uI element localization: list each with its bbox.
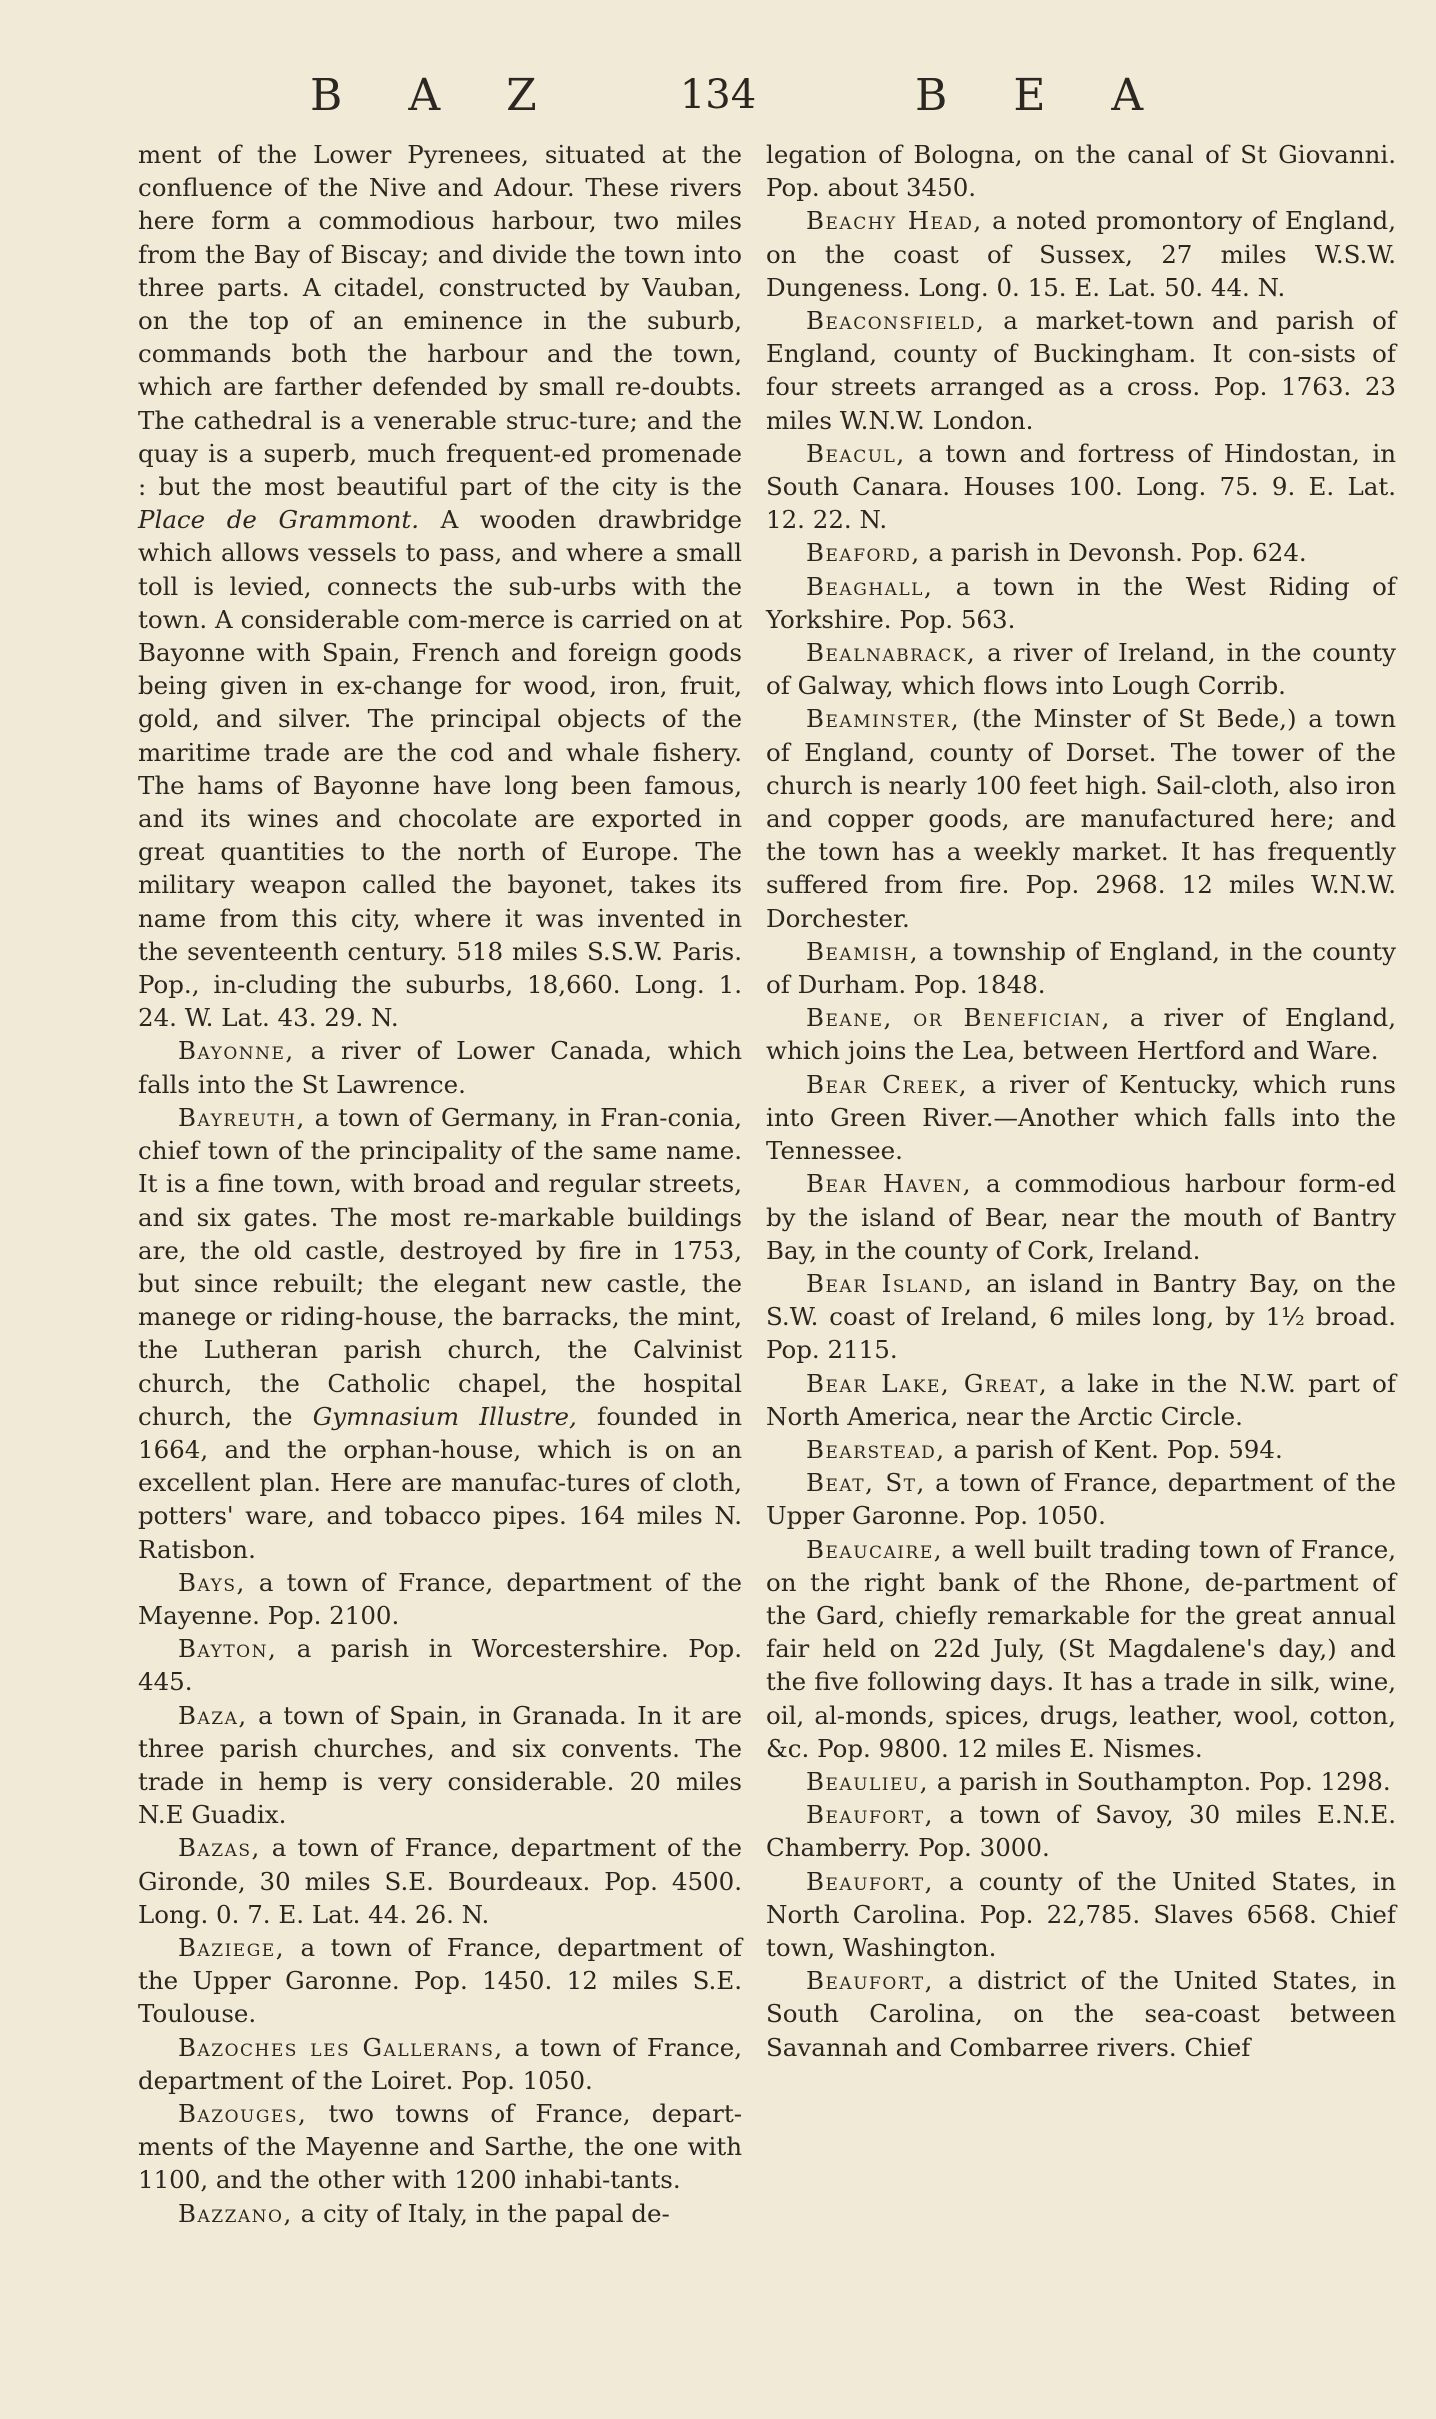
entry-text: a parish in Worcestershire. Pop. 445. <box>138 1634 742 1697</box>
entry <box>138 1632 742 1698</box>
entry-text: a market-town and parish of England, county of Buckingham. It con-sists of four streets arranged as a cross. Pop. 1763. 23 miles W.N.W. London. <box>766 306 1396 435</box>
entry-text: a town in the West Riding of Yorkshire. Pop. 563. <box>766 571 1396 634</box>
entry-headword: Beaufort, <box>806 1866 934 1896</box>
entry-headword: Beachy Head, <box>806 206 983 236</box>
entry-headword: Beaulieu, <box>806 1766 930 1796</box>
entry <box>766 1964 1396 2064</box>
entry-headword: Beaufort, <box>806 1966 934 1996</box>
entry-headword: Beaford, <box>806 538 921 568</box>
entry <box>138 1699 742 1832</box>
entry-text-continued: founded in 1664, and the orphan-house, which is on an excellent plan. Here are manufac-tures of cloth, potters' ware, and tobacco pipes. 164 miles N. Ratisbon. <box>138 1401 742 1564</box>
entry-headword: Bear Haven, <box>806 1169 973 1199</box>
entry <box>138 1931 742 2031</box>
entry-text: an island in Bantry Bay, on the S.W. coast of Ireland, 6 miles long, by 1½ broad. Pop. 2115. <box>766 1268 1396 1365</box>
entry-text: two towns of France, depart-ments of the Mayenne and Sarthe, the one with 1100, and the other with 1200 inhabi-tants. <box>138 2098 742 2195</box>
entry <box>766 1367 1396 1433</box>
entry-headword: Beaminster, <box>806 704 961 734</box>
entry <box>766 935 1396 1001</box>
entry-headword: Bazouges, <box>178 2098 308 2128</box>
entry-headword: Bearstead, <box>806 1434 946 1464</box>
entry-text: a town of France, department of the Mayenne. Pop. 2100. <box>138 1567 742 1630</box>
left-column <box>138 138 742 2230</box>
entry <box>766 1765 1396 1798</box>
entry <box>138 2031 742 2097</box>
running-head-left: B A Z <box>310 70 563 121</box>
entry-headword: Beamish, <box>806 936 920 966</box>
entry-text: a town of France, department of the Gironde, 30 miles S.E. Bourdeaux. Pop. 4500. Long. 0. 7. E. Lat. 44. 26. N. <box>138 1833 742 1929</box>
entry-text: a parish in Devonsh. Pop. 624. <box>920 538 1307 568</box>
entry <box>766 1433 1396 1466</box>
right-column <box>766 138 1396 2064</box>
entry <box>138 1831 742 1931</box>
entry-headword: Bear Creek, <box>806 1069 969 1099</box>
entry <box>766 636 1396 702</box>
entry <box>766 1466 1396 1532</box>
entry-headword: Bayton, <box>178 1634 278 1664</box>
entry-text: a town of Spain, in Granada. In it are three parish churches, and six convents. The trade in hemp is very considerable. 20 miles N.E Guadix. <box>138 1700 742 1830</box>
entry-headword: Beaconsfield, <box>806 306 986 336</box>
entry-headword: Beaucaire, <box>806 1534 944 1564</box>
entry-headword: Beaufort, <box>806 1800 934 1830</box>
entry <box>766 1865 1396 1965</box>
entry-headword: Baza, <box>178 1700 248 1730</box>
entry <box>766 702 1396 934</box>
entry-text: a commodious harbour form-ed by the island of Bear, near the mouth of Bantry Bay, in the county of Cork, Ireland. <box>766 1169 1396 1265</box>
entry-headword: Bazoches les Gallerans, <box>178 2032 504 2062</box>
entry-text: (the Minster of St Bede,) a town of England, county of Dorset. The tower of the church is nearly 100 feet high. Sail-cloth, also iron and copper goods, are manufactured here; and the town has a weekly market. It has frequently suffered from fire. Pop. 2968. 12 miles W.N.W. Dorchester. <box>766 704 1396 933</box>
entry-headword: Beane, or Benefician, <box>806 1003 1111 1033</box>
entry-text: a noted promontory of England, on the coast of Sussex, 27 miles W.S.W. Dungeness. Long. 0. 15. E. Lat. 50. 44. N. <box>766 206 1396 302</box>
entry-headword: Baziege, <box>178 1932 285 1962</box>
entry-text: a town and fortress of Hindostan, in South Canara. Houses 100. Long. 75. 9. E. Lat. 12. 22. N. <box>766 438 1396 535</box>
entry <box>766 1001 1396 1067</box>
entry-text: a well built trading town of France, on the right bank of the Rhone, de-partment of the Gard, chiefly remarkable for the great annual fair held on 22d July, (St Magdalene's day,) and the five following days. It has a trade in silk, wine, oil, al-monds, spices, drugs, leather, wool, cotton, &c. Pop. 9800. 12 miles E. Nismes. <box>766 1534 1396 1763</box>
entry <box>766 536 1396 569</box>
entry-headword: Bear Lake, Great, <box>806 1368 1049 1398</box>
entry <box>766 1068 1396 1168</box>
entry-headword: Bays, <box>178 1567 246 1597</box>
entry-headword: Bayonne, <box>178 1036 295 1066</box>
entry-text: a lake in the N.W. part of North America, near the Arctic Circle. <box>766 1368 1396 1431</box>
entry-text: a town of France, department of the Loiret. Pop. 1050. <box>138 2032 743 2095</box>
entry-text: a town of France, department of the Upper Garonne. Pop. 1050. <box>766 1468 1397 1531</box>
entry <box>138 1034 742 1100</box>
entry <box>766 1167 1396 1267</box>
entry-text: a district of the United States, in South Carolina, on the sea-coast between Savannah and Combarree rivers. Chief <box>766 1966 1396 2062</box>
entry <box>766 138 1396 204</box>
entry-text: a city of Italy, in the papal de- <box>292 2198 670 2228</box>
entry <box>138 1566 742 1632</box>
entry-text: a river of Kentucky, which runs into Green River.—Another which falls into the Tennessee. <box>766 1069 1396 1166</box>
entry <box>138 2097 742 2197</box>
entry-text: a township of England, in the county of Durham. Pop. 1848. <box>766 936 1396 1000</box>
entry-text: a county of the United States, in North Carolina. Pop. 22,785. Slaves 6568. Chief town, Washington. <box>766 1866 1396 1962</box>
entry <box>138 1101 742 1566</box>
entry-text: a river of England, which joins the Lea, between Hertford and Ware. <box>766 1003 1396 1066</box>
entry-text: ment of the Lower Pyrenees, situated at the confluence of the Nive and Adour. These rivers here form a commodious harbour, two miles from the Bay of Biscay; and divide the town into three parts. A citadel, constructed by Vauban, on the top of an eminence in the suburb, commands both the harbour and the town, which are farther defended by small re-doubts. The cathedral is a venerable struc-ture; and the quay is a superb, much frequent-ed promenade : but the most beautiful part of the city is the <box>138 140 742 502</box>
entry <box>766 570 1396 636</box>
entry <box>766 1533 1396 1765</box>
entry-headword: Bazas, <box>178 1833 261 1863</box>
entry-headword: Beacul, <box>806 438 906 468</box>
entry-text: a river of Lower Canada, which falls into the St Lawrence. <box>138 1036 742 1099</box>
entry-headword: Beaghall, <box>806 571 934 601</box>
entry <box>766 437 1396 537</box>
entry-text: a town of France, department of the Upper Garonne. Pop. 1450. 12 miles S.E. Toulouse. <box>138 1932 742 2029</box>
entry <box>766 1267 1396 1367</box>
entry <box>766 1798 1396 1864</box>
entry-italic-text: Place de Grammont. <box>138 505 420 535</box>
entry-text: a parish of Kent. Pop. 594. <box>945 1434 1283 1464</box>
entry-text-continued: A wooden drawbridge which allows vessels to pass, and where a small toll is levied, connects the sub-urbs with the town. A considerable com-merce is carried on at Bayonne with Spain, French and foreign goods being given in ex-change for wood, iron, fruit, gold, and silver. The principal objects of the maritime trade are the cod and whale fishery. The hams of Bayonne have long been famous, and its wines and chocolate are exported in great quantities to the north of Europe. The military weapon called the bayonet, takes its name from this city, where it was invented in the seventeenth century. 518 miles S.S.W. Paris. Pop., in-cluding the suburbs, 18,660. Long. 1. 24. W. Lat. 43. 29. N. <box>138 505 742 1033</box>
entry-text: a parish in Southampton. Pop. 1298. <box>929 1766 1391 1796</box>
page-number: 134 <box>679 72 757 118</box>
entry-headword: Bealnabrack, <box>806 638 977 668</box>
entry-headword: Bear Island, <box>806 1268 974 1298</box>
entry-headword: Bazzano, <box>178 2198 293 2228</box>
entry <box>138 138 742 1034</box>
entry-italic-text: Gymnasium Illustre, <box>312 1401 577 1431</box>
entry <box>766 204 1396 304</box>
running-head-right: B E A <box>915 70 1170 121</box>
entry-headword: Beat, St, <box>806 1468 926 1498</box>
entry-text: legation of Bologna, on the canal of St Giovanni. Pop. about 3450. <box>766 140 1396 203</box>
entry <box>138 2197 742 2230</box>
entry <box>766 304 1396 437</box>
entry-text: a river of Ireland, in the county of Galway, which flows into Lough Corrib. <box>766 638 1396 701</box>
entry-text: a town of Savoy, 30 miles E.N.E. Chamberry. Pop. 3000. <box>766 1800 1396 1863</box>
entry-headword: Bayreuth, <box>178 1102 306 1132</box>
entry-text: a town of Germany, in Fran-conia, chief town of the principality of the same name. It is a fine town, with broad and regular streets, and six gates. The most re-markable buildings are, the old castle, destroyed by fire in 1753, but since rebuilt; the elegant new castle, the manege or riding-house, the barracks, the mint, the Lutheran parish church, the Calvinist church, the Catholic chapel, the hospital church, the <box>138 1102 742 1431</box>
